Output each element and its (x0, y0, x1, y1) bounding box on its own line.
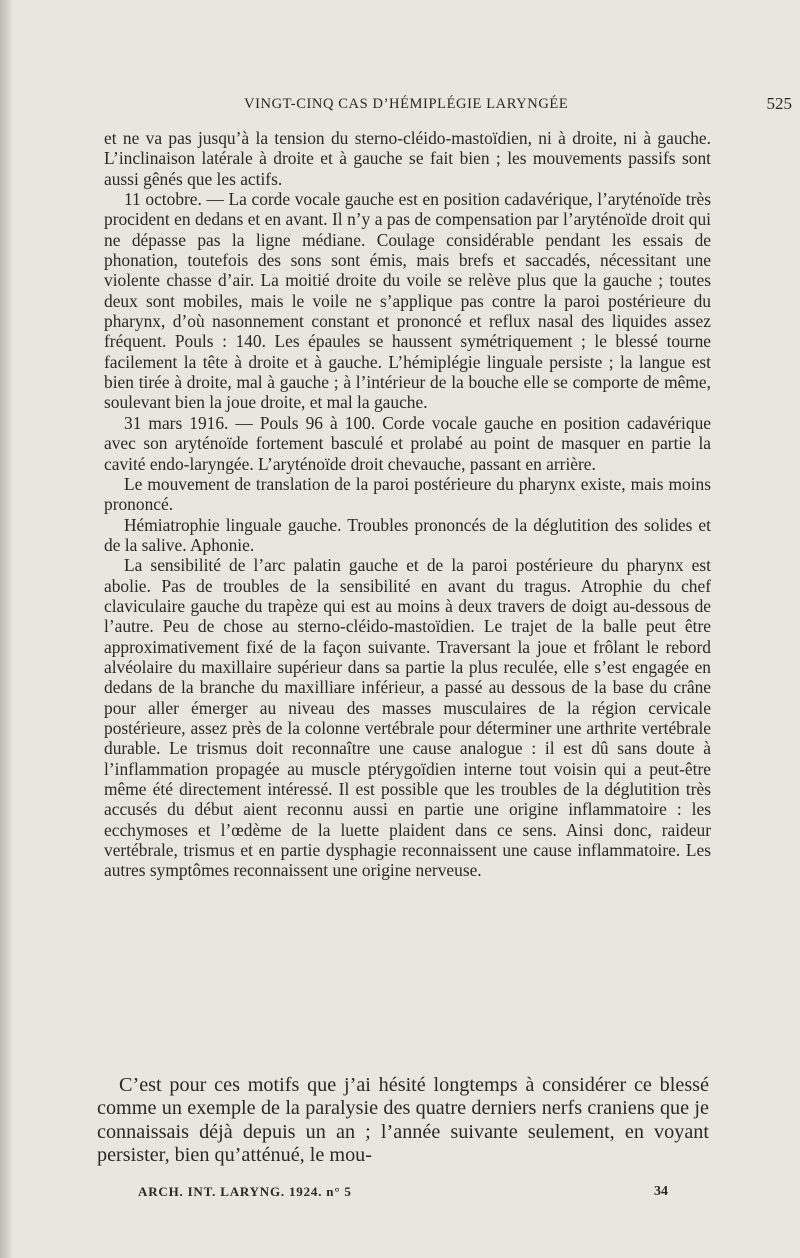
signature-mark: 34 (654, 1184, 668, 1199)
running-head: VINGT-CINQ CAS D’HÉMIPLÉGIE LARYNGÉE (244, 96, 569, 112)
journal-reference: ARCH. INT. LARYNG. 1924. n° 5 (138, 1184, 352, 1199)
paragraph: Hémiatrophie linguale gauche. Troubles prononcés de la déglutition des solides et de la salive. Aphonie. (104, 514, 711, 555)
paragraph: La sensibilité de l’arc palatin gauche et de la paroi postérieure du pharynx est abolie. Pas de troubles de la sensibilité en avant du tragus. Atrophie du chef claviculaire gauche du trapèze qui est au moins à deux travers de doigt au-dessous de l’autre. Peu de chose au sterno-cléido-mastoïdien. Le trajet de la balle peut être approximativement fixé de la façon suivante. Traversant la joue et frôlant le rebord alvéolaire du maxillaire supérieur dans sa partie la plus reculée, elle s’est engagée en dedans de la branche du maxilliare inférieur, a passé au dessous de la base du crâne pour aller émerger au niveau des masses musculaires de la région cervicale postérieure, assez près de la colonne vertébrale pour déterminer une arthrite vertébrale durable. Le trismus doit reconnaître une cause analogue : il est dû sans doute à l’inflammation propagée au muscle ptérygoïdien interne tout voisin qui a peut-être même été directement intéressé. Il est possible que les troubles de la déglutition très accusés du début aient reconnu aussi en partie une origine inflammatoire : les ecchymoses et l’œdème de la luette plaident dans ce sens. Ainsi donc, raideur vertébrale, trismus et en partie dysphagie reconnaissent une cause inflammatoire. Les autres symptômes reconnaissent une origine nerveuse. (104, 555, 711, 881)
page-number: 525 (766, 94, 792, 113)
paragraph: 31 mars 1916. — Pouls 96 à 100. Corde vocale gauche en position cadavérique avec son aryténoïde fortement basculé et prolabé au point de masquer en partie la cavité endo-laryngée. L’aryténoïde droit chevauche, passant en arrière. (104, 412, 711, 474)
page-header (104, 96, 792, 120)
paragraph: 11 octobre. — La corde vocale gauche est en position cadavérique, l’aryténoïde très procident en dedans et en avant. Il n’y a pas de compensation par l’aryténoïde droit qui ne dépasse pas la ligne médiane. Coulage considérable pendant les essais de phonation, toutefois des sons sont émis, mais brefs et saccadés, nécessitant une violente chasse d’air. La moitié droite du voile se relève plus que la gauche ; toutes deux sont mobiles, mais le voile ne s’applique pas contre la paroi postérieure du pharynx, d’où nasonnement constant et prononcé et reflux nasal des liquides assez fréquent. Pouls : 140. Les épaules se haussent symétriquement ; le blessé tourne facilement la tête à droite et à gauche. L’hémiplégie linguale persiste ; la langue est bien tirée à droite, mal à gauche ; à l’intérieur de la bouche elle se comporte de même, soulevant bien la joue droite, et mal la gauche. (104, 189, 711, 413)
closing-text (97, 1074, 709, 1167)
paragraph: et ne va pas jusqu’à la tension du sterno-cléido-mastoïdien, ni à droite, ni à gauche. L’inclinaison latérale à droite et à gauche se fait bien ; les mouvements passifs sont aussi gênés que les actifs. (104, 128, 711, 189)
paragraph: Le mouvement de translation de la paroi postérieure du pharynx existe, mais moins prononcé. (104, 473, 711, 515)
page-binding-shadow (0, 0, 12, 1258)
closing-paragraph: C’est pour ces motifs que j’ai hésité longtemps à considérer ce blessé comme un exemple de la paralysie des quatre derniers nerfs craniens que je connaissais déjà depuis un an ; l’année suivante seulement, en voyant persister, bien qu’atténué, le mou- (97, 1074, 709, 1166)
body-text (104, 128, 711, 881)
page-footer (138, 1184, 668, 1204)
